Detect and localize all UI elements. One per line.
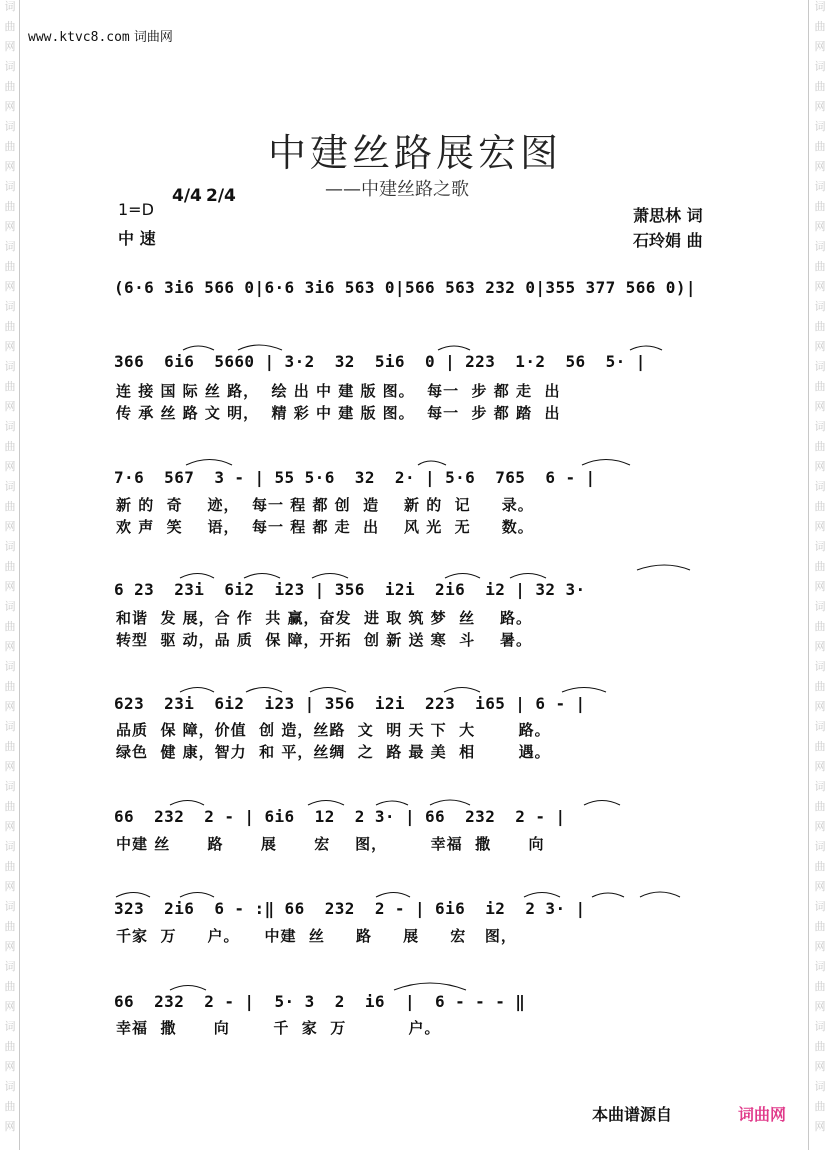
watermark-char: 词	[814, 840, 826, 853]
footer-source-label: 本曲谱源自	[592, 1105, 673, 1124]
watermark-char: 网	[814, 340, 826, 353]
watermark-char: 网	[4, 580, 16, 593]
time-signature-1-value: 4/4	[172, 186, 202, 206]
watermark-char: 曲	[4, 20, 16, 33]
system-5-lyrics: 中建 丝 路 展 宏 图， 幸福 撒 向	[116, 835, 545, 853]
watermark-char: 曲	[4, 620, 16, 633]
watermark-char: 词	[814, 540, 826, 553]
watermark-char: 网	[814, 760, 826, 773]
watermark-char: 网	[4, 640, 16, 653]
watermark-char: 网	[4, 400, 16, 413]
watermark-char: 网	[4, 760, 16, 773]
watermark-char: 曲	[4, 1040, 16, 1053]
watermark-char: 曲	[814, 440, 826, 453]
watermark-char: 词	[814, 420, 826, 433]
system-1-notes: 366 6i6 5660 | 3·2 32 5i6 0 | 223 1·2 56 5· |	[114, 352, 646, 371]
watermark-char: 词	[814, 360, 826, 373]
tempo-marking: 中 速	[118, 229, 156, 248]
watermark-char: 曲	[4, 1100, 16, 1113]
watermark-char: 曲	[4, 920, 16, 933]
watermark-char: 曲	[4, 860, 16, 873]
watermark-char: 曲	[4, 260, 16, 273]
watermark-char: 词	[814, 300, 826, 313]
watermark-char: 曲	[814, 140, 826, 153]
watermark-char: 网	[814, 940, 826, 953]
watermark-char: 曲	[4, 560, 16, 573]
watermark-char: 网	[814, 700, 826, 713]
watermark-char: 曲	[814, 1100, 826, 1113]
watermark-char: 词	[4, 1080, 16, 1093]
watermark-char: 网	[4, 700, 16, 713]
watermark-char: 网	[814, 100, 826, 113]
watermark-char: 曲	[4, 440, 16, 453]
time-signature-2-value: 2/4	[206, 186, 236, 206]
composer-credit: 石玲娟 曲	[633, 231, 703, 250]
system-6-lyrics: 千家 万 户。 中建 丝 路 展 宏 图，	[116, 927, 517, 945]
system-5-notes: 66 232 2 - | 6i6 12 2 3· | 66 232 2 - |	[114, 807, 566, 826]
system-7-lyrics: 幸福 撒 向 千 家 万 户。	[116, 1019, 441, 1037]
watermark-char: 网	[4, 100, 16, 113]
watermark-char: 网	[4, 820, 16, 833]
watermark-char: 曲	[814, 1040, 826, 1053]
watermark-char: 网	[814, 40, 826, 53]
watermark-char: 曲	[4, 980, 16, 993]
watermark-char: 曲	[814, 320, 826, 333]
watermark-char: 词	[4, 660, 16, 673]
watermark-char: 曲	[814, 680, 826, 693]
time-signature-2	[206, 186, 236, 206]
watermark-char: 词	[4, 300, 16, 313]
watermark-char: 网	[4, 160, 16, 173]
watermark-char: 词	[814, 180, 826, 193]
watermark-char: 词	[4, 1020, 16, 1033]
lyricist-credit: 萧思林 词	[633, 206, 703, 225]
watermark-char: 曲	[814, 980, 826, 993]
watermark-char: 词	[814, 900, 826, 913]
watermark-char: 词	[814, 120, 826, 133]
watermark-char: 网	[814, 520, 826, 533]
watermark-char: 曲	[4, 80, 16, 93]
watermark-char: 词	[4, 900, 16, 913]
watermark-char: 网	[814, 220, 826, 233]
watermark-char: 网	[4, 280, 16, 293]
watermark-char: 网	[4, 1060, 16, 1073]
system-2-notes: 7·6 567 3 - | 55 5·6 32 2· | 5·6 765 6 - |	[114, 468, 596, 487]
watermark-char: 网	[814, 460, 826, 473]
watermark-char: 曲	[814, 860, 826, 873]
watermark-char: 曲	[4, 740, 16, 753]
system-1-lyrics-verse-1: 连 接 国 际 丝 路， 绘 出 中 建 版 图。 每一 步 都 走 出	[116, 382, 561, 400]
watermark-char: 词	[814, 60, 826, 73]
watermark-char: 词	[4, 60, 16, 73]
system-6-notes: 323 2i6 6 - :‖ 66 232 2 - | 6i6 i2 2 3· |	[114, 899, 586, 918]
watermark-char: 网	[4, 1000, 16, 1013]
system-4-lyrics-verse-1: 品质 保 障，价值 创 造，丝路 文 明 天 下 大 路。	[116, 721, 551, 739]
watermark-char: 曲	[4, 140, 16, 153]
watermark-char: 曲	[814, 200, 826, 213]
watermark-char: 曲	[814, 260, 826, 273]
watermark-char: 曲	[814, 800, 826, 813]
watermark-char: 词	[814, 600, 826, 613]
site-name: 词曲网	[133, 30, 173, 45]
watermark-char: 词	[4, 0, 16, 13]
watermark-char: 曲	[814, 380, 826, 393]
song-title: 中建丝路展宏图	[267, 131, 562, 175]
watermark-char: 网	[4, 460, 16, 473]
watermark-char: 曲	[814, 20, 826, 33]
watermark-char: 曲	[4, 200, 16, 213]
watermark-char: 网	[814, 160, 826, 173]
watermark-char: 网	[4, 220, 16, 233]
watermark-char: 网	[814, 640, 826, 653]
watermark-char: 曲	[4, 320, 16, 333]
watermark-char: 词	[814, 660, 826, 673]
watermark-char: 词	[814, 720, 826, 733]
watermark-char: 网	[814, 820, 826, 833]
watermark-char: 词	[814, 1080, 826, 1093]
key-signature: 1=D	[118, 200, 154, 219]
watermark-char: 词	[4, 840, 16, 853]
watermark-char: 网	[4, 520, 16, 533]
watermark-char: 词	[814, 240, 826, 253]
watermark-char: 词	[814, 780, 826, 793]
watermark-char: 词	[4, 540, 16, 553]
watermark-char: 词	[4, 360, 16, 373]
time-signature-1	[172, 186, 202, 206]
site-url[interactable]: www.ktvc8.com	[28, 30, 130, 45]
watermark-char: 词	[4, 180, 16, 193]
watermark-char: 词	[4, 480, 16, 493]
site-header	[28, 26, 173, 45]
watermark-char: 曲	[4, 800, 16, 813]
system-3-lyrics-verse-2: 转型 驱 动，品 质 保 障，开拓 创 新 送 寒 斗 暑。	[116, 631, 533, 649]
system-4-notes: 623 23i 6i2 i23 | 356 i2i 223 i65 | 6 - |	[114, 694, 586, 713]
watermark-char: 曲	[814, 740, 826, 753]
watermark-char: 网	[4, 340, 16, 353]
watermark-char: 词	[814, 1020, 826, 1033]
system-7-notes: 66 232 2 - | 5· 3 2 i6 | 6 - - - ‖	[114, 992, 526, 1011]
watermark-char: 词	[814, 0, 826, 13]
watermark-char: 词	[4, 780, 16, 793]
watermark-char: 曲	[814, 500, 826, 513]
system-3-notes: 6 23 23i 6i2 i23 | 356 i2i 2i6 i2 | 32 3·	[114, 580, 586, 599]
watermark-char: 网	[4, 40, 16, 53]
watermark-char: 曲	[814, 560, 826, 573]
watermark-char: 网	[814, 880, 826, 893]
watermark-char: 网	[4, 880, 16, 893]
watermark-char: 网	[814, 1120, 826, 1133]
intro-notes: (6·6 3i6 566 0|6·6 3i6 563 0|566 563 232 0|355 377 566 0)|	[114, 278, 696, 297]
watermark-char: 网	[814, 400, 826, 413]
watermark-char: 网	[814, 280, 826, 293]
system-3-lyrics-verse-1: 和谐 发 展，合 作 共 赢，奋发 进 取 筑 梦 丝 路。	[116, 609, 533, 627]
watermark-char: 网	[4, 1120, 16, 1133]
watermark-char: 曲	[814, 80, 826, 93]
song-subtitle: ——中建丝路之歌	[325, 179, 469, 200]
watermark-char: 词	[814, 480, 826, 493]
footer-brand-link[interactable]: 词曲网	[738, 1105, 787, 1124]
watermark-char: 词	[4, 120, 16, 133]
watermark-char: 曲	[814, 920, 826, 933]
system-2-lyrics-verse-2: 欢 声 笑 语， 每一 程 都 走 出 风 光 无 数。	[116, 518, 534, 536]
watermark-char: 网	[814, 580, 826, 593]
watermark-char: 词	[4, 600, 16, 613]
watermark-char: 网	[814, 1000, 826, 1013]
system-2-lyrics-verse-1: 新 的 奇 迹， 每一 程 都 创 造 新 的 记 录。	[116, 496, 534, 514]
watermark-char: 网	[4, 940, 16, 953]
watermark-char: 曲	[814, 620, 826, 633]
watermark-char: 词	[4, 240, 16, 253]
system-4-lyrics-verse-2: 绿色 健 康，智力 和 平，丝绸 之 路 最 美 相 遇。	[116, 743, 551, 761]
system-1-lyrics-verse-2: 传 承 丝 路 文 明， 精 彩 中 建 版 图。 每一 步 都 踏 出	[116, 404, 561, 422]
watermark-char: 网	[814, 1060, 826, 1073]
watermark-char: 词	[4, 720, 16, 733]
watermark-char: 词	[4, 420, 16, 433]
watermark-char: 词	[4, 960, 16, 973]
watermark-char: 曲	[4, 500, 16, 513]
watermark-char: 曲	[4, 380, 16, 393]
watermark-char: 词	[814, 960, 826, 973]
watermark-char: 曲	[4, 680, 16, 693]
